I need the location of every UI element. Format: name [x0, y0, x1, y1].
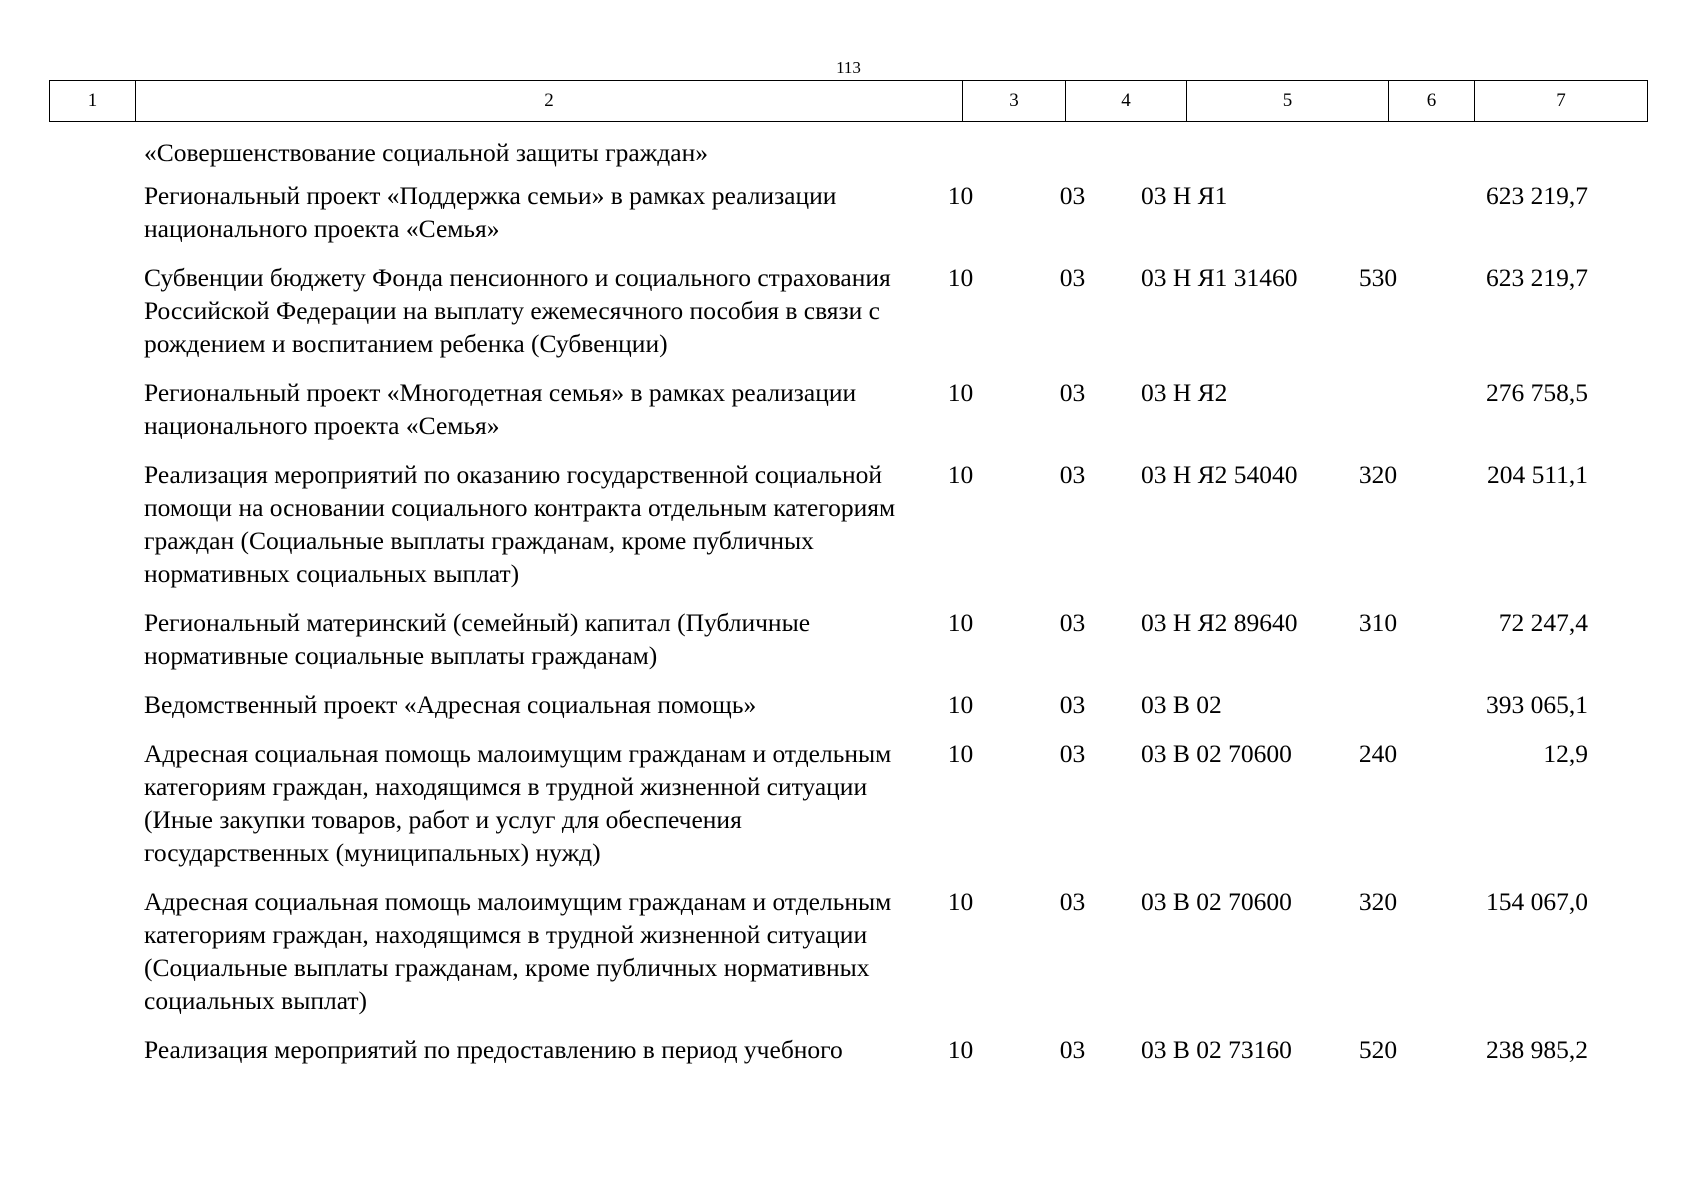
- row-section: 10: [947, 1035, 974, 1064]
- row-section: 10: [947, 739, 974, 768]
- row-section: 10: [947, 608, 974, 637]
- row-expense-type: [1335, 376, 1421, 442]
- row-subsection: 03: [1059, 608, 1086, 637]
- table-row: [49, 885, 1639, 1017]
- row-name: Ведомственный проект «Адресная социальная помощь»: [144, 690, 757, 719]
- row-name: Региональный материнский (семейный) капитал (Публичные нормативные социальные выплаты гражданам): [144, 608, 811, 670]
- row-expense-type: [1335, 688, 1421, 721]
- table-row: [49, 688, 1639, 721]
- table-row: [49, 261, 1639, 360]
- row-section: 10: [947, 263, 974, 292]
- row-expense-type: 320: [1358, 460, 1398, 489]
- table-row: [49, 136, 1639, 169]
- header-col-4: 4: [1066, 81, 1187, 122]
- table-row: [49, 179, 1639, 245]
- header-col-3: 3: [963, 81, 1066, 122]
- row-subsection: 03: [1059, 690, 1086, 719]
- row-target-code: [1133, 136, 1335, 169]
- row-amount: 12,9: [1543, 739, 1588, 768]
- row-amount: 623 219,7: [1486, 181, 1588, 210]
- row-target-code: 03 Н Я2: [1141, 378, 1228, 407]
- row-name: «Совершенствование социальной защиты граждан»: [144, 138, 708, 167]
- row-expense-type: 320: [1358, 887, 1398, 916]
- page-number: 113: [836, 58, 861, 77]
- row-subsection: 03: [1059, 378, 1086, 407]
- row-expense-type: [1335, 179, 1421, 245]
- row-target-code: 03 Н Я2 89640: [1141, 608, 1298, 637]
- row-target-code: 03 Н Я2 54040: [1141, 460, 1298, 489]
- row-subsection: 03: [1059, 181, 1086, 210]
- row-amount: [1421, 136, 1597, 169]
- row-section: [909, 136, 1012, 169]
- row-target-code: 03 В 02 70600: [1141, 739, 1292, 768]
- row-name: Региональный проект «Многодетная семья» в рамках реализации национального проекта «Семья»: [144, 378, 857, 440]
- column-number-header: [49, 80, 1648, 122]
- table-row: [49, 376, 1639, 442]
- row-section: 10: [947, 460, 974, 489]
- table-row: [49, 458, 1639, 590]
- row-target-code: 03 В 02: [1141, 690, 1222, 719]
- table-row: [49, 1033, 1639, 1066]
- row-name: Субвенции бюджету Фонда пенсионного и социального страхования Российской Федерации на выплату ежемесячного пособия в связи с рождением и воспитанием ребенка (Субвенции): [144, 263, 891, 358]
- row-amount: 276 758,5: [1486, 378, 1588, 407]
- row-section: 10: [947, 181, 974, 210]
- row-target-code: 03 Н Я1: [1141, 181, 1228, 210]
- row-name: Адресная социальная помощь малоимущим гражданам и отдельным категориям граждан, находящимся в трудной жизненной ситуации (Социальные выплаты гражданам, кроме публичных нормативных социальных выплат): [144, 887, 892, 1015]
- row-expense-type: 240: [1358, 739, 1398, 768]
- header-col-2: 2: [136, 81, 963, 122]
- table-row: [49, 737, 1639, 869]
- row-subsection: [1012, 136, 1133, 169]
- header-col-7: 7: [1475, 81, 1648, 122]
- row-amount: 72 247,4: [1498, 608, 1588, 637]
- row-name: Реализация мероприятий по предоставлению в период учебного: [144, 1035, 843, 1064]
- row-amount: 623 219,7: [1486, 263, 1588, 292]
- row-subsection: 03: [1059, 460, 1086, 489]
- row-name: Реализация мероприятий по оказанию государственной социальной помощи на основании социального контракта отдельным категориям граждан (Социальные выплаты гражданам, кроме публичных нормативных социальных выплат): [144, 460, 896, 588]
- row-subsection: 03: [1059, 1035, 1086, 1064]
- row-expense-type: 310: [1358, 608, 1398, 637]
- header-col-5: 5: [1187, 81, 1389, 122]
- row-amount: 204 511,1: [1486, 460, 1588, 489]
- row-subsection: 03: [1059, 887, 1086, 916]
- row-subsection: 03: [1059, 739, 1086, 768]
- row-amount: 393 065,1: [1486, 690, 1588, 719]
- row-amount: 154 067,0: [1486, 887, 1588, 916]
- row-amount: 238 985,2: [1486, 1035, 1588, 1064]
- row-section: 10: [947, 887, 974, 916]
- row-expense-type: [1335, 136, 1421, 169]
- table-row: [49, 606, 1639, 672]
- row-expense-type: 530: [1358, 263, 1398, 292]
- row-section: 10: [947, 378, 974, 407]
- row-subsection: 03: [1059, 263, 1086, 292]
- row-name: Региональный проект «Поддержка семьи» в рамках реализации национального проекта «Семья»: [144, 181, 837, 243]
- header-col-6: 6: [1389, 81, 1475, 122]
- row-expense-type: 520: [1358, 1035, 1398, 1064]
- row-target-code: 03 В 02 70600: [1141, 887, 1292, 916]
- header-col-1: 1: [50, 81, 136, 122]
- row-target-code: 03 Н Я1 31460: [1141, 263, 1298, 292]
- row-name: Адресная социальная помощь малоимущим гражданам и отдельным категориям граждан, находящимся в трудной жизненной ситуации (Иные закупки товаров, работ и услуг для обеспечения государственных (муниципальных) нужд): [144, 739, 892, 867]
- row-section: 10: [947, 690, 974, 719]
- row-target-code: 03 В 02 73160: [1141, 1035, 1292, 1064]
- budget-rows: [49, 136, 1639, 1082]
